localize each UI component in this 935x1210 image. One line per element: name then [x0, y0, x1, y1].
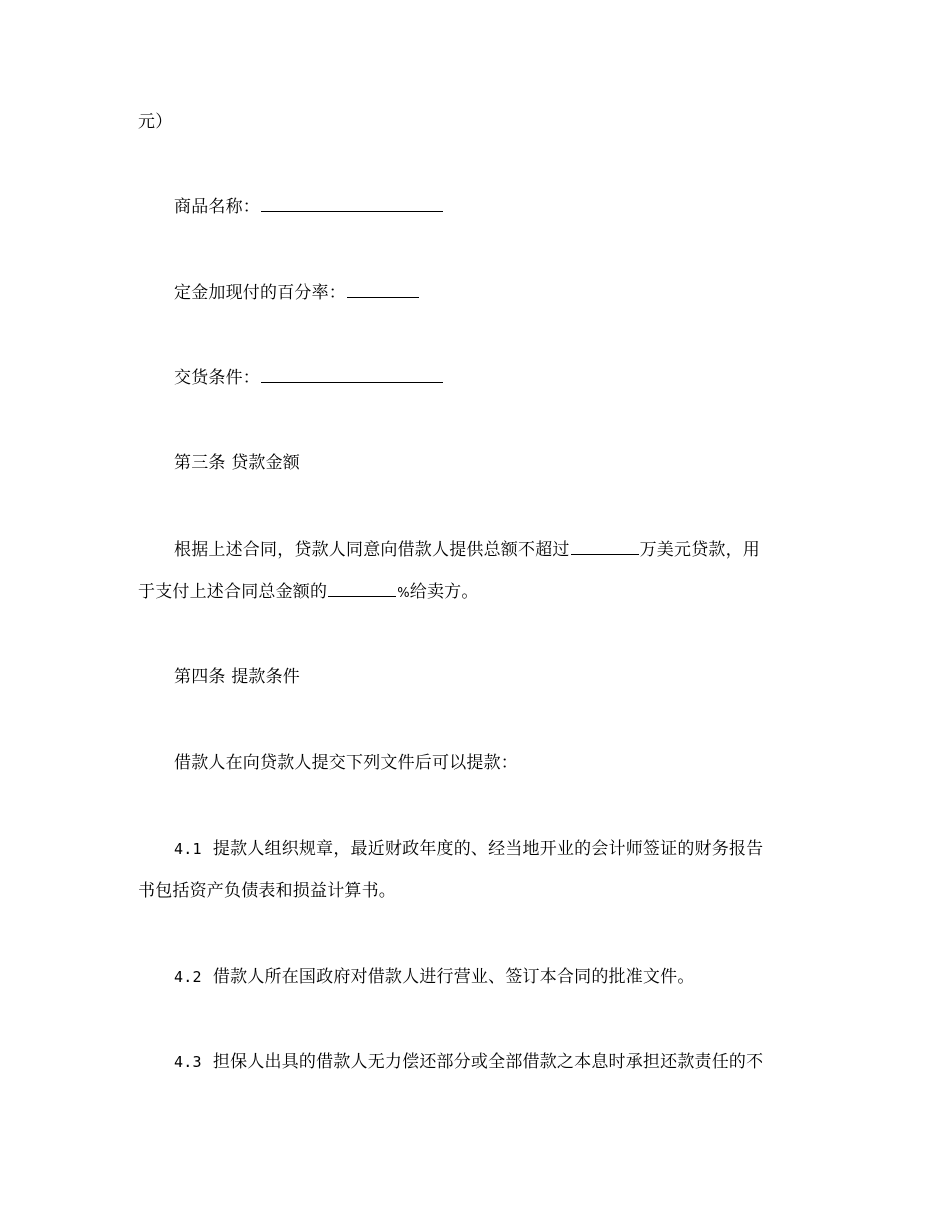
- text: 万美元贷款，用: [639, 540, 761, 560]
- delivery-terms-blank: [261, 368, 443, 383]
- article-3-heading: [174, 452, 798, 474]
- percentage-blank: [328, 582, 396, 597]
- text: 借款人在向贷款人提交下列文件后可以提款：: [174, 753, 518, 773]
- text: 提款人组织规章，最近财政年度的、经当地开业的会计师签证的财务报告: [212, 839, 764, 859]
- item-4-1-line-1: [174, 838, 798, 860]
- deposit-percentage-label: 定金加现付的百分率：: [174, 283, 346, 303]
- delivery-terms-label: 交货条件：: [174, 368, 260, 388]
- article-3-title: 第三条 贷款金额: [174, 453, 301, 473]
- item-4-2: [174, 966, 798, 988]
- item-4-1-line-2: [138, 880, 798, 902]
- text: 给卖方。: [409, 582, 479, 602]
- text: 于支付上述合同总金额的: [138, 582, 328, 602]
- item-number: 4.2: [174, 968, 202, 986]
- item-number: 4.3: [174, 1053, 202, 1071]
- article-3-paragraph-line-1: [174, 539, 798, 561]
- percent-sign: %: [397, 586, 410, 601]
- loan-amount-blank: [571, 540, 639, 555]
- deposit-percentage-blank: [347, 283, 419, 298]
- deposit-percentage-field: [174, 282, 798, 304]
- article-3-paragraph-line-2: [138, 581, 798, 605]
- text: 书包括资产负债表和损益计算书。: [138, 881, 396, 901]
- goods-name-blank: [261, 197, 443, 212]
- article-4-intro: [174, 752, 798, 774]
- goods-name-field: [174, 196, 798, 218]
- text: 借款人所在国政府对借款人进行营业、签订本合同的批准文件。: [212, 967, 695, 987]
- item-4-3: [174, 1051, 798, 1073]
- item-number: 4.1: [174, 840, 202, 858]
- article-4-heading: [174, 666, 798, 688]
- goods-name-label: 商品名称：: [174, 197, 260, 217]
- delivery-terms-field: [174, 367, 798, 389]
- paragraph-fragment: [138, 111, 798, 133]
- article-4-title: 第四条 提款条件: [174, 667, 301, 687]
- text: 担保人出具的借款人无力偿还部分或全部借款之本息时承担还款责任的不: [212, 1052, 764, 1072]
- text: 元）: [138, 112, 173, 132]
- text: 根据上述合同，贷款人同意向借款人提供总额不超过: [174, 540, 570, 560]
